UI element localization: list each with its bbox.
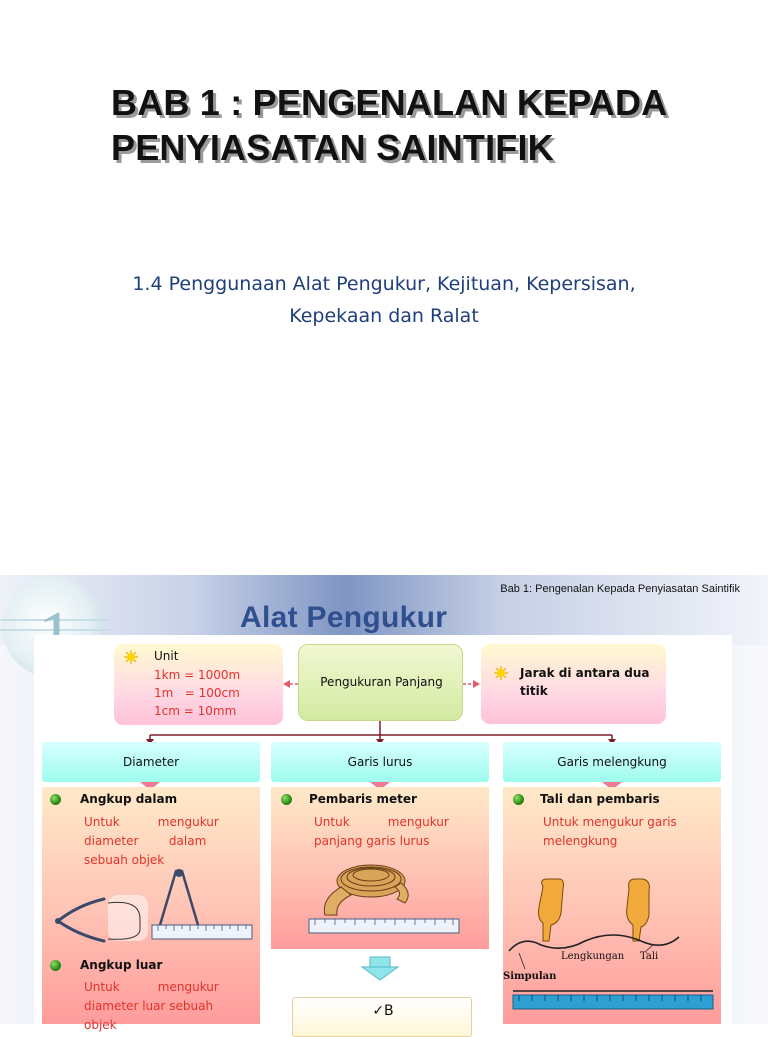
unit-line-3: 1cm = 10mm <box>154 704 237 718</box>
category-straight-line <box>271 742 489 782</box>
string-ruler-illustration <box>503 879 721 1021</box>
curve-label: Lengkungan <box>561 951 625 962</box>
unit-line-2: 1m = 100cm <box>154 686 240 700</box>
outside-caliper-desc-2: diameter luar sebuah <box>84 999 214 1013</box>
section-subtitle-line2: Kepekaan dan Ralat <box>289 305 479 327</box>
inside-caliper-desc-2: diameter dalam <box>84 834 207 848</box>
category-diameter-label: Diameter <box>122 755 180 769</box>
chapter-title <box>111 80 751 170</box>
string-ruler-label: Tali dan pembaris <box>540 792 660 806</box>
knot-label: Simpulan <box>503 971 557 982</box>
unit-line-1: 1km = 1000m <box>154 668 241 682</box>
string-ruler-desc-1: Untuk mengukur garis <box>543 815 677 829</box>
result-box <box>292 997 472 1037</box>
inside-caliper-desc-3: sebuah objek <box>84 853 165 867</box>
meter-ruler-label: Pembaris meter <box>309 792 417 806</box>
column-curved-panel <box>503 787 721 1024</box>
green-bullet-icon <box>281 794 292 805</box>
green-bullet-icon <box>50 794 61 805</box>
tape-measure-illustration <box>301 859 466 947</box>
definition-line-2: titik <box>520 684 548 698</box>
outside-caliper-desc-3: objek <box>84 1018 117 1032</box>
inside-caliper-label: Angkup dalam <box>80 792 178 806</box>
arrow-icon <box>283 680 290 688</box>
chapter-header: Bab 1: Pengenalan Kepada Penyiasatan Saintifik <box>500 583 740 595</box>
length-measurement-box <box>298 644 463 721</box>
sun-icon <box>494 666 508 680</box>
definition-box <box>481 644 666 724</box>
category-straight-line-label: Garis lurus <box>347 755 413 769</box>
category-curved-line <box>503 742 721 782</box>
outside-caliper-label: Angkup luar <box>80 958 163 972</box>
unit-box <box>114 644 283 725</box>
definition-line-1: Jarak di antara dua <box>520 666 650 680</box>
inside-caliper-illustration <box>48 869 258 959</box>
length-measurement-label: Pengukuran Panjang <box>320 675 443 689</box>
green-bullet-icon <box>513 794 524 805</box>
sun-icon <box>124 650 138 664</box>
section-subtitle <box>60 268 708 332</box>
string-label: Tali <box>640 951 659 962</box>
section-subtitle-line1: 1.4 Penggunaan Alat Pengukur, Kejituan, Kepersisan, <box>132 273 636 295</box>
slide-title: Alat Pengukur <box>240 601 448 634</box>
measuring-tools-slide <box>0 575 768 1032</box>
check-mark-icon: ✓B <box>372 1003 394 1019</box>
string-ruler-desc-2: melengkung <box>543 834 618 848</box>
down-arrow-icon <box>362 957 398 980</box>
chapter-title-line1: BAB 1 : PENGENALAN KEPADA <box>111 82 668 123</box>
outside-caliper-desc-1: Untuk mengukur <box>84 980 219 994</box>
category-diameter <box>42 742 260 782</box>
arrow-icon <box>473 680 480 688</box>
unit-label: Unit <box>154 649 179 663</box>
category-curved-line-label: Garis melengkung <box>557 755 667 769</box>
inside-caliper-desc-1: Untuk mengukur <box>84 815 219 829</box>
meter-ruler-desc-1: Untuk mengukur <box>314 815 449 829</box>
column-straight-panel <box>271 787 489 949</box>
meter-ruler-desc-2: panjang garis lurus <box>314 834 430 848</box>
green-bullet-icon <box>50 960 61 971</box>
column-diameter-panel <box>42 787 260 1032</box>
chapter-title-line2: PENYIASATAN SAINTIFIK <box>111 127 554 168</box>
